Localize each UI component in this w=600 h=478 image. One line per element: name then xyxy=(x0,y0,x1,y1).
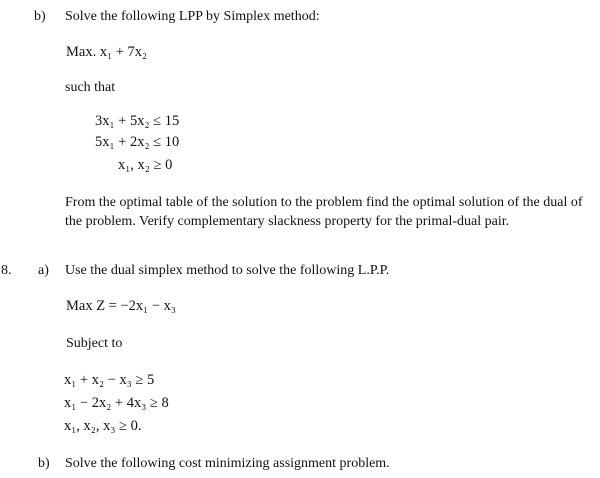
question-8a-objective: Max Z = −2x₁ − x₃ xyxy=(66,298,176,314)
part-b-constraint-2: 5x₁ + 2x₂ ≤ 10 xyxy=(95,134,180,150)
part-b-instruction: From the optimal table of the solution to the problem find the optimal solution of the dual of the problem. Verify complementary slackness property for the primal-dual pair. xyxy=(65,195,583,229)
part-b-title: Solve the following LPP by Simplex method: xyxy=(65,9,320,24)
question-8a-label: a) xyxy=(38,263,49,278)
part-b-objective: Max. x₁ + 7x₂ xyxy=(66,44,148,60)
question-8b-label: b) xyxy=(38,456,50,471)
question-8a-constraint-3: x₁, x₂, x₃ ≥ 0. xyxy=(64,418,142,434)
question-8a-subject-to: Subject to xyxy=(66,336,123,351)
part-b-constraint-1: 3x₁ + 5x₂ ≤ 15 xyxy=(95,113,180,129)
question-8a-constraint-1: x₁ + x₂ − x₃ ≥ 5 xyxy=(64,372,155,388)
question-8b-title: Solve the following cost minimizing assignment problem. xyxy=(65,456,390,471)
part-b-such-that: such that xyxy=(65,80,116,95)
question-8-number: 8. xyxy=(1,263,12,278)
question-8a-title: Use the dual simplex method to solve the following L.P.P. xyxy=(65,263,390,278)
part-b-label: b) xyxy=(34,9,46,24)
part-b-constraint-3: x₁, x₂ ≥ 0 xyxy=(118,157,173,173)
question-8a-constraint-2: x₁ − 2x₂ + 4x₃ ≥ 8 xyxy=(64,395,169,411)
